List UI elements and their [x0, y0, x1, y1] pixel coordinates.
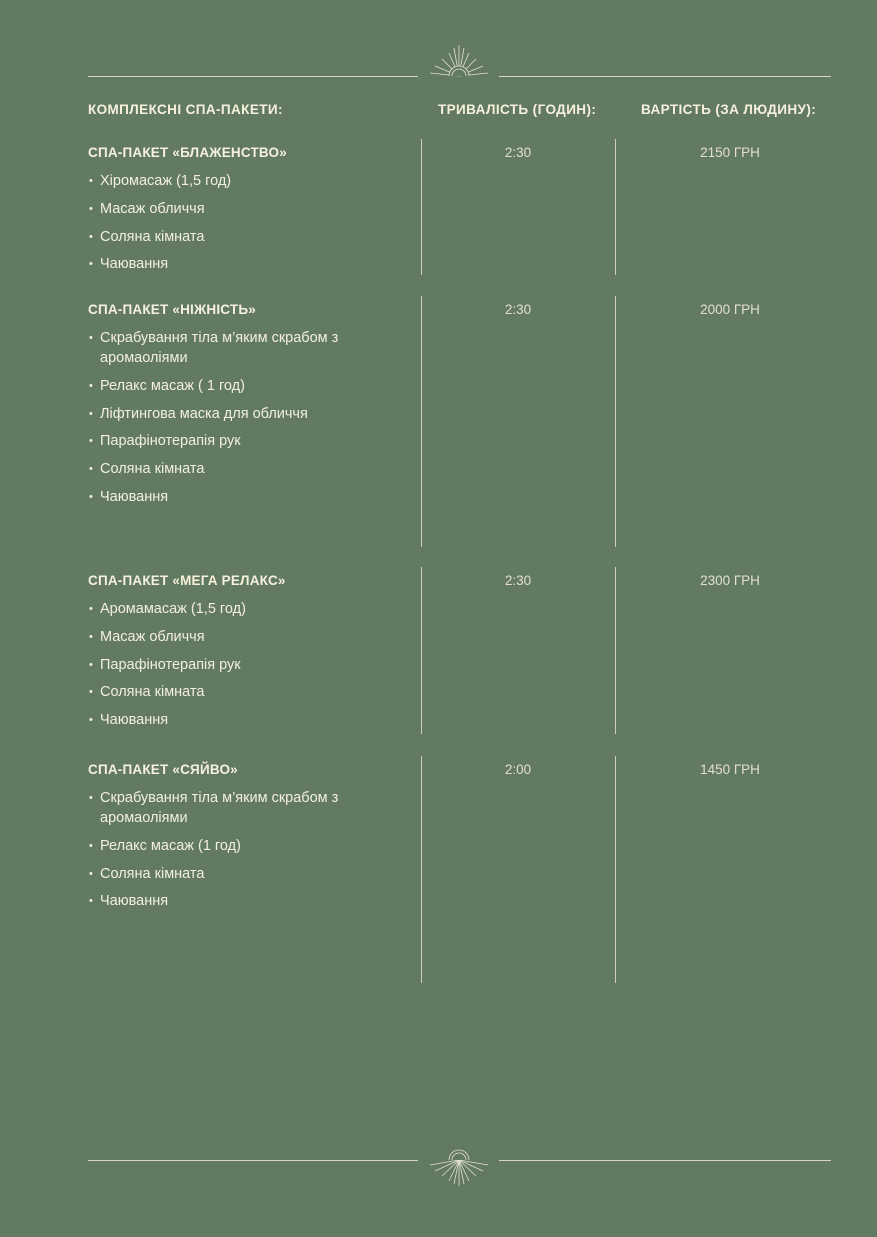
- list-item: • Масаж обличчя: [88, 627, 358, 647]
- package-items: [88, 788, 358, 919]
- list-item: • Хіромасаж (1,5 год): [88, 171, 358, 191]
- column-divider: [615, 296, 616, 547]
- top-ornament: [0, 42, 877, 82]
- package-duration: 2:30: [504, 145, 532, 160]
- list-item: • Соляна кімната: [88, 682, 358, 702]
- duration-column-header: ТРИВАЛІСТЬ (ГОДИН):: [438, 102, 597, 117]
- package-items: [88, 599, 358, 738]
- list-item: • Аромамасаж (1,5 год): [88, 599, 358, 619]
- package-duration: 2:30: [504, 302, 532, 317]
- list-item: • Скрабування тіла м’яким скрабом з аромаоліями: [88, 328, 358, 368]
- column-divider: [421, 139, 422, 275]
- package-price: 2150 ГРН: [700, 145, 760, 160]
- package-price: 2000 ГРН: [700, 302, 760, 317]
- package-duration: 2:30: [504, 573, 532, 588]
- list-item: • Масаж обличчя: [88, 199, 358, 219]
- list-item: • Соляна кімната: [88, 459, 358, 479]
- list-item: • Чаювання: [88, 710, 358, 730]
- top-rule-left: [88, 76, 418, 77]
- column-divider: [615, 756, 616, 983]
- top-rule-right: [499, 76, 831, 77]
- column-divider: [615, 567, 616, 734]
- list-item: • Чаювання: [88, 891, 358, 911]
- column-divider: [421, 567, 422, 734]
- list-item: • Релакс масаж (1 год): [88, 836, 358, 856]
- list-item: • Парафінотерапія рук: [88, 431, 358, 451]
- packages-column-header: КОМПЛЕКСНІ СПА-ПАКЕТИ:: [88, 102, 283, 117]
- package-title: СПА-ПАКЕТ «НІЖНІСТЬ»: [88, 302, 256, 317]
- list-item: • Парафінотерапія рук: [88, 655, 358, 675]
- bottom-rule-right: [499, 1160, 831, 1161]
- price-column-header: ВАРТІСТЬ (ЗА ЛЮДИНУ):: [641, 102, 817, 117]
- list-item: • Релакс масаж ( 1 год): [88, 376, 358, 396]
- package-duration: 2:00: [504, 762, 532, 777]
- sunburst-icon: [428, 1146, 490, 1186]
- package-title: СПА-ПАКЕТ «БЛАЖЕНСТВО»: [88, 145, 287, 160]
- bottom-rule-left: [88, 1160, 418, 1161]
- package-items: [88, 328, 358, 515]
- package-title: СПА-ПАКЕТ «СЯЙВО»: [88, 762, 238, 777]
- bottom-ornament: [0, 1146, 877, 1186]
- package-price: 2300 ГРН: [700, 573, 760, 588]
- list-item: • Ліфтингова маска для обличчя: [88, 404, 358, 424]
- package-title: СПА-ПАКЕТ «МЕГА РЕЛАКС»: [88, 573, 286, 588]
- column-divider: [421, 756, 422, 983]
- package-items: [88, 171, 358, 282]
- list-item: • Соляна кімната: [88, 227, 358, 247]
- list-item: • Чаювання: [88, 254, 358, 274]
- list-item: • Соляна кімната: [88, 864, 358, 884]
- sunburst-icon: [428, 42, 490, 82]
- list-item: • Скрабування тіла м’яким скрабом з аромаоліями: [88, 788, 358, 828]
- column-divider: [615, 139, 616, 275]
- column-divider: [421, 296, 422, 547]
- list-item: • Чаювання: [88, 487, 358, 507]
- package-price: 1450 ГРН: [700, 762, 760, 777]
